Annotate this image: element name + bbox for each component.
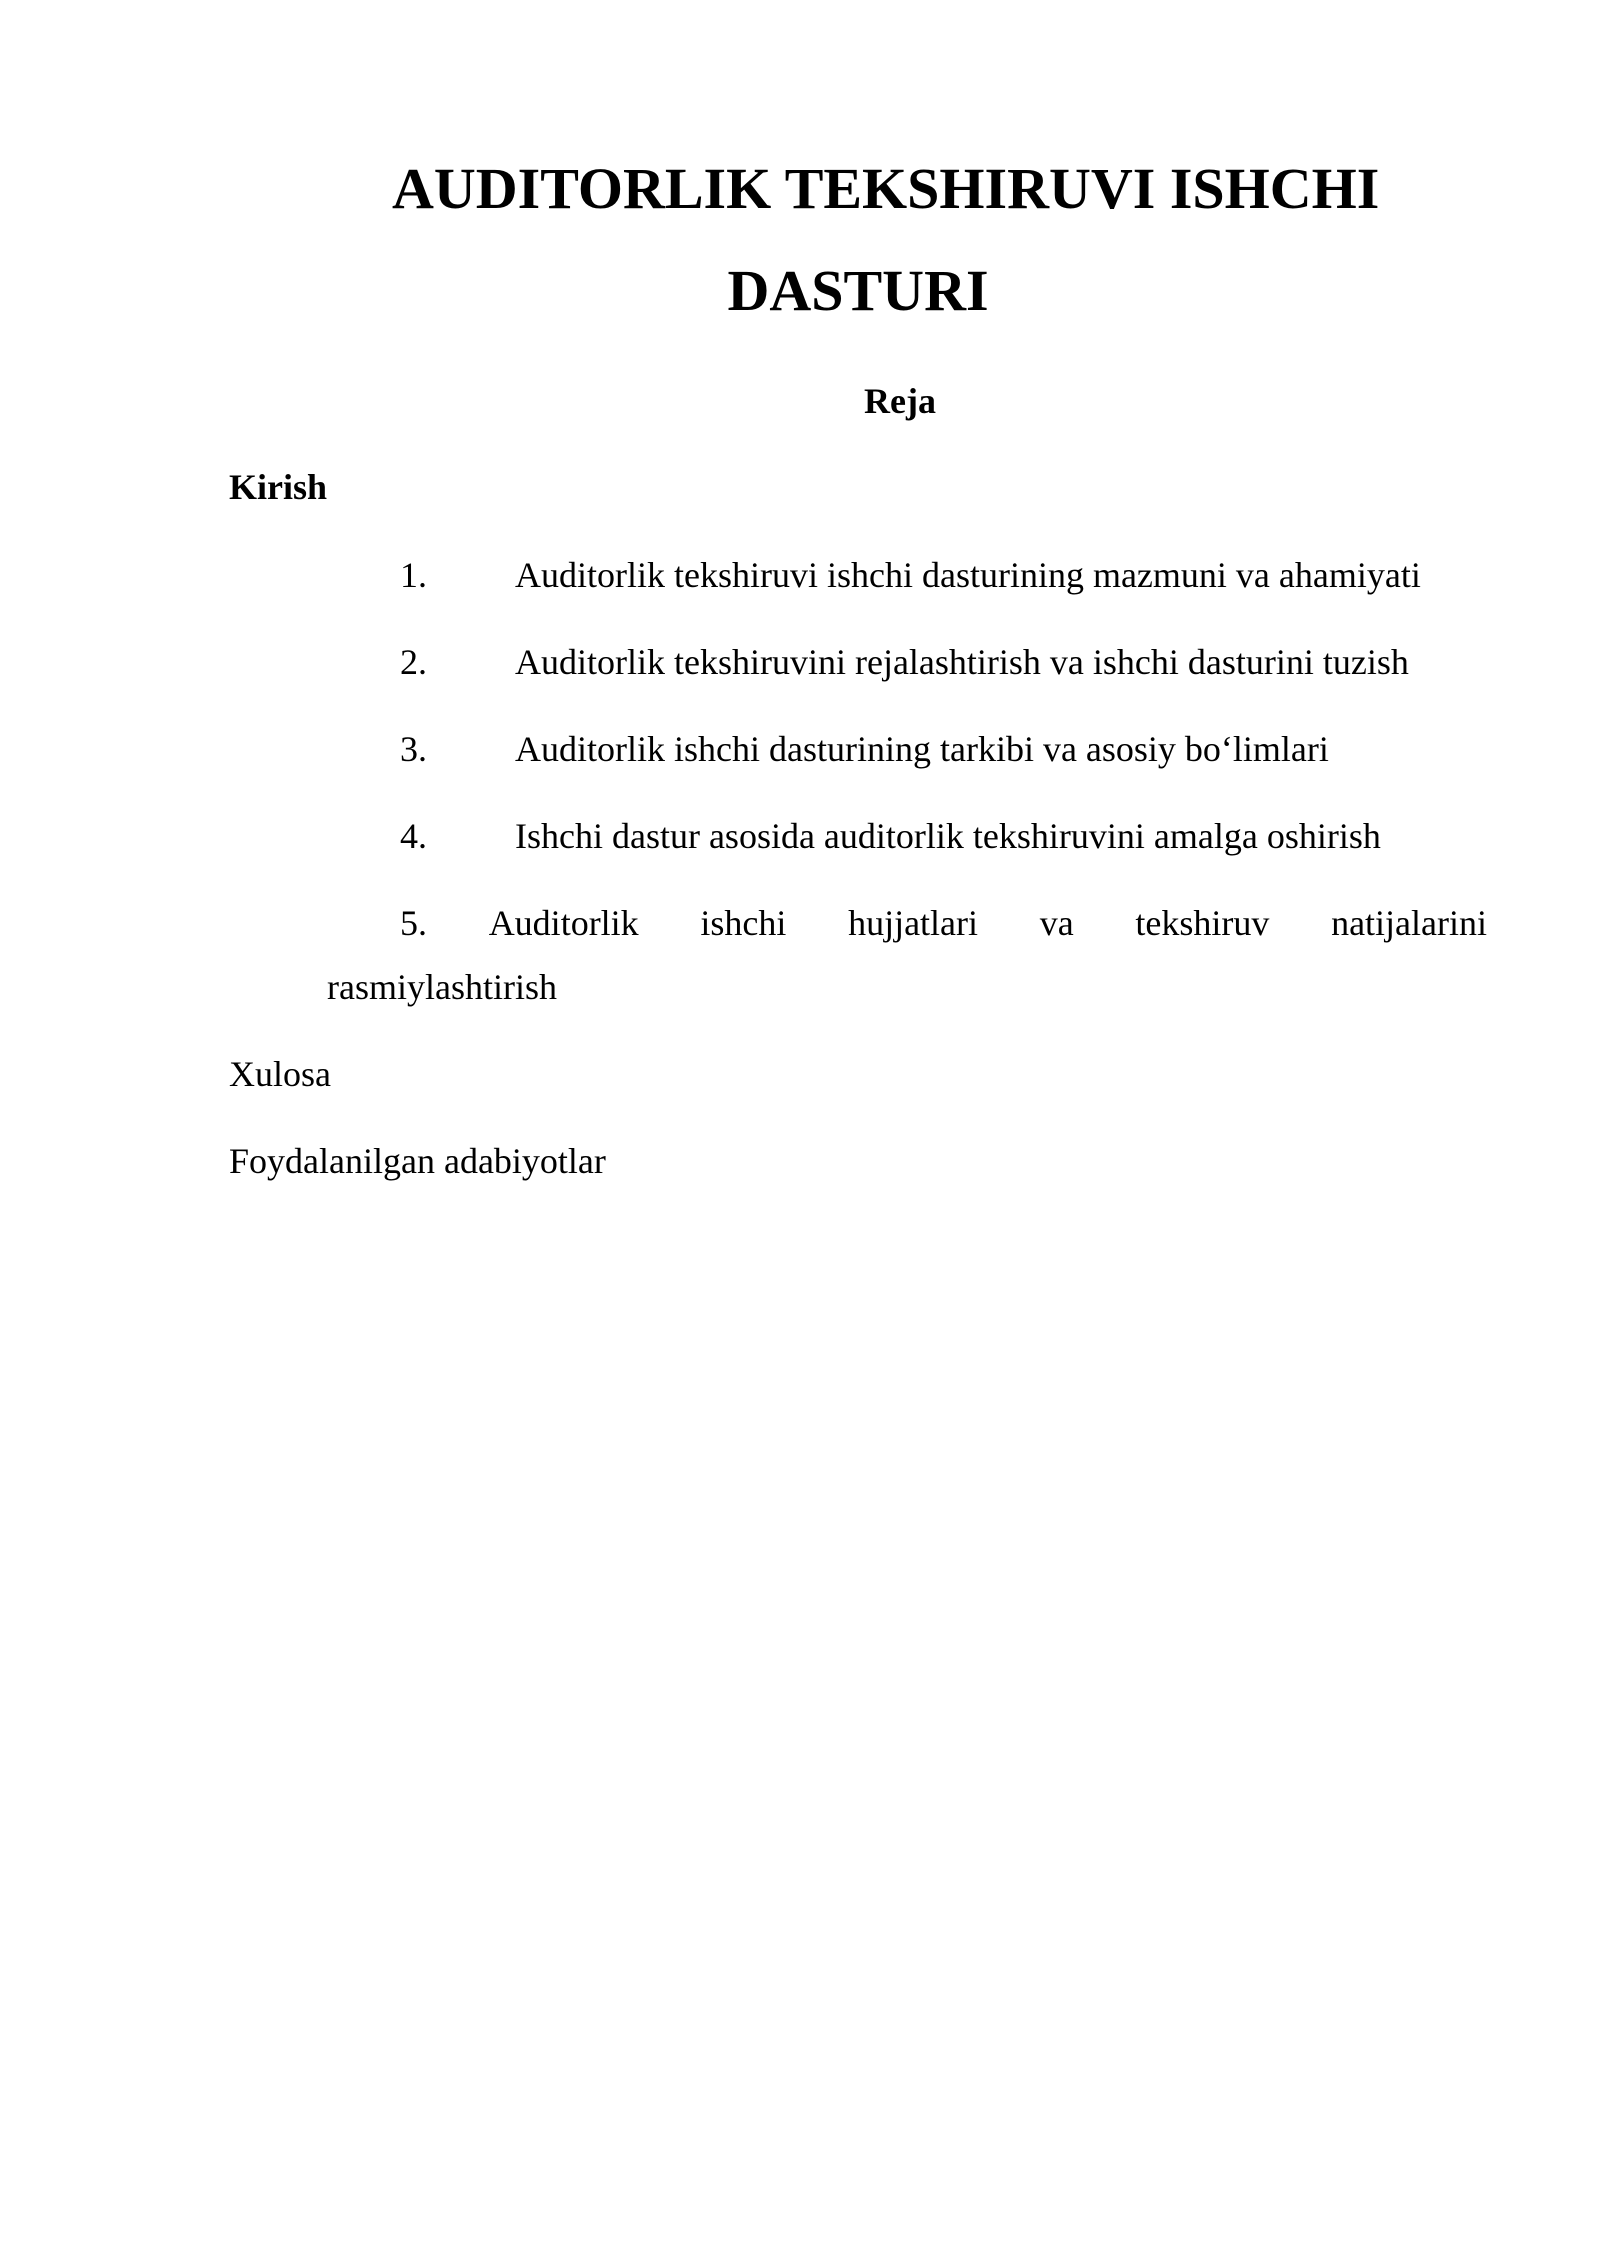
plan-item-word: ishchi: [700, 903, 787, 943]
document-title-line-2: DASTURI: [727, 258, 989, 323]
references-heading: Foydalanilgan adabiyotlar: [229, 1141, 606, 1181]
plan-item-number: 3.: [400, 729, 427, 769]
plan-item-word: hujjatlari: [848, 903, 979, 943]
plan-item-number: 1.: [400, 555, 427, 595]
plan-item-text: Ishchi dastur asosida auditorlik tekshiruvini amalga oshirish: [515, 816, 1381, 856]
plan-item-word: tekshiruv: [1135, 903, 1270, 943]
plan-item-text: Auditorlik ishchi dasturining tarkibi va asosiy bo‘limlari: [515, 729, 1329, 769]
plan-item-number: 5.: [400, 903, 427, 943]
plan-item-5-continuation: rasmiylashtirish: [327, 967, 557, 1007]
plan-item-word: va: [1039, 903, 1074, 943]
plan-item-text: Auditorlik tekshiruvi ishchi dasturining mazmuni va ahamiyati: [515, 555, 1421, 595]
plan-item-number: 4.: [400, 816, 427, 856]
conclusion-heading: Xulosa: [229, 1054, 331, 1094]
plan-item-word: natijalarini: [1331, 903, 1487, 943]
plan-item-5: [400, 905, 1487, 941]
plan-heading: Reja: [864, 381, 936, 421]
intro-heading: Kirish: [229, 467, 328, 507]
plan-item-word: Auditorlik: [488, 903, 639, 943]
plan-item-number: 2.: [400, 642, 427, 682]
document-title-line-1: AUDITORLIK TEKSHIRUVI ISHCHI: [392, 156, 1380, 221]
plan-item-text: Auditorlik tekshiruvini rejalashtirish va ishchi dasturini tuzish: [515, 642, 1409, 682]
